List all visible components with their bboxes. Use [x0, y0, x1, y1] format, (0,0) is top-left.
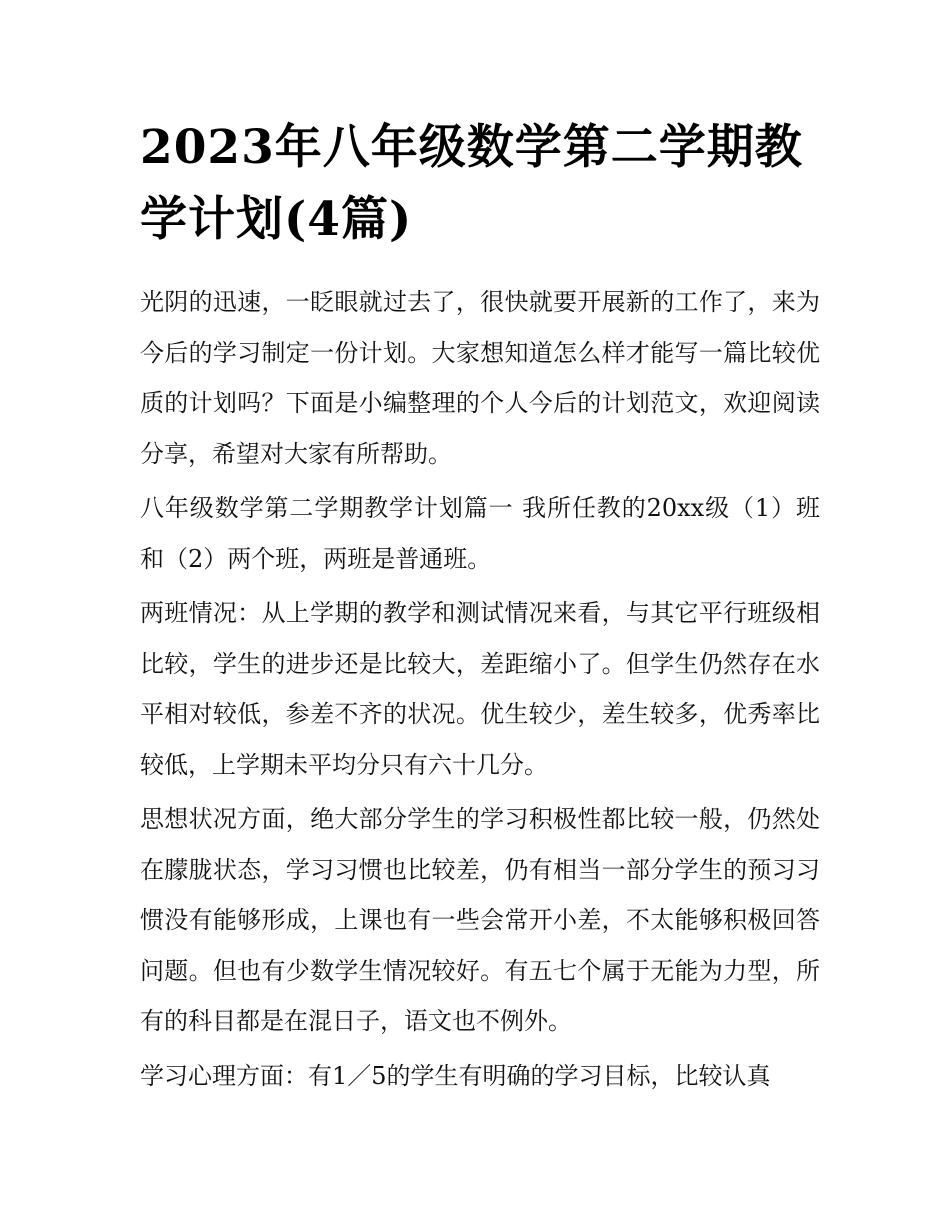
paragraph-class-situation: 两班情况：从上学期的教学和测试情况来看，与其它平行班级相比较，学生的进步还是比较大，差距缩小了。但学生仍然存在水平相对较低，参差不齐的状况。优生较少，差生较多，优秀率比较低，上学期未平均分只有六十几分。 [140, 599, 820, 779]
document-title: 2023年八年级数学第二学期教学计划(4篇) [140, 120, 803, 247]
paragraph-learning-psychology: 学习心理方面：有1／5的学生有明确的学习目标，比较认真 [140, 1061, 771, 1090]
paragraph-intro: 光阴的迅速，一眨眼就过去了，很快就要开展新的工作了，来为今后的学习制定一份计划。大家想知道怎么样才能写一篇比较优质的计划吗？下面是小编整理的个人今后的计划范文，欢迎阅读分享，希望对大家有所帮助。 [140, 288, 820, 468]
paragraph-thinking-status: 思想状况方面，绝大部分学生的学习积极性都比较一般，仍然处在朦胧状态，学习习惯也比较差，仍有相当一部分学生的预习习惯没有能够形成，上课也有一些会常开小差，不太能够积极回答问题。但也有少数学生情况较好。有五七个属于无能为力型，所有的科目都是在混日子，语文也不例外。 [140, 805, 820, 1035]
document-body [140, 277, 820, 1105]
paragraph-section-one: 八年级数学第二学期教学计划篇一 我所任教的20xx级（1）班和（2）两个班，两班是普通班。 [140, 494, 820, 573]
